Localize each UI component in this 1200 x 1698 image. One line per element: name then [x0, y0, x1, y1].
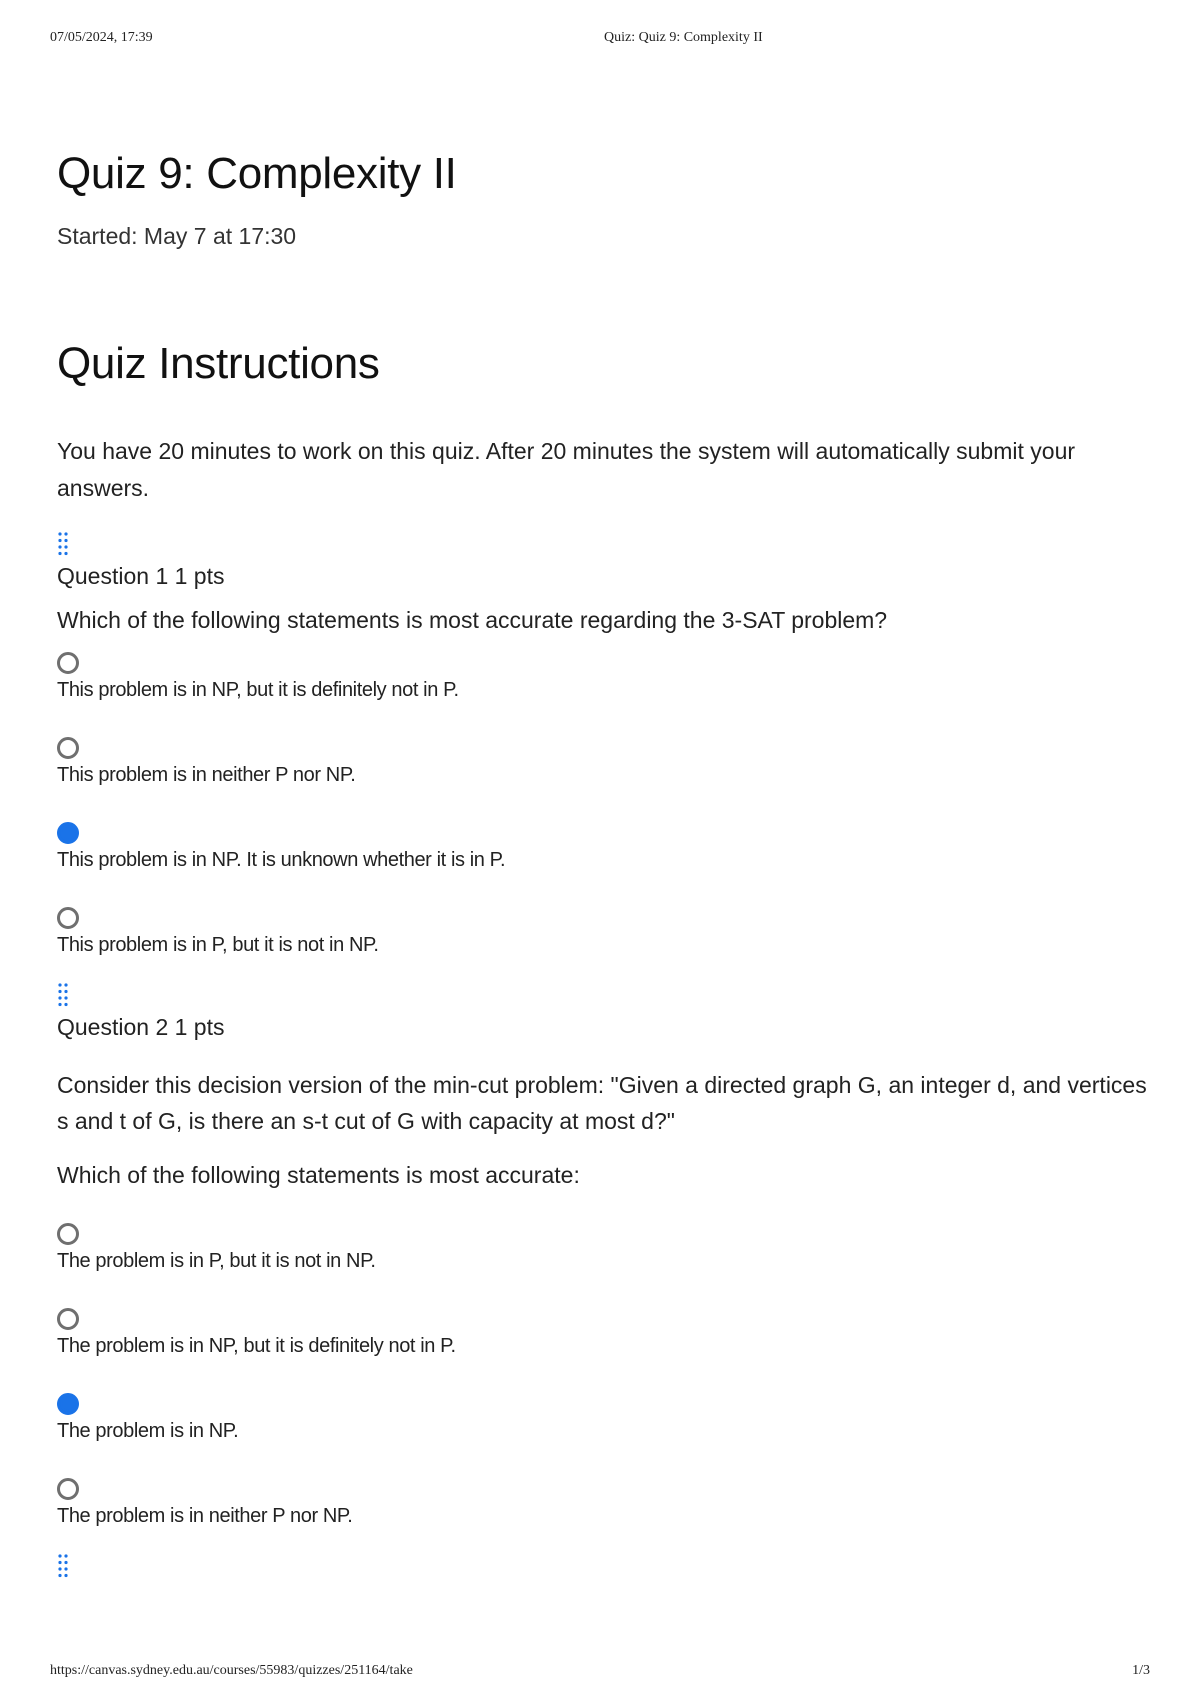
radio-button-icon[interactable] — [57, 907, 79, 929]
answer-label[interactable]: This problem is in neither P nor NP. — [57, 763, 356, 786]
question-text: Consider this decision version of the min-cut problem: "Given a directed graph G, an integer d, and vertices s and t of G, is there an s-t cut of G with capacity at most d?" — [57, 1071, 1147, 1134]
quiz-started-time: Started: May 7 at 17:30 — [57, 222, 297, 249]
print-header — [50, 30, 1150, 50]
radio-button-icon[interactable] — [57, 1308, 79, 1330]
radio-button-icon[interactable] — [57, 1223, 79, 1245]
answer-option[interactable] — [57, 901, 1147, 986]
page-title: Quiz 9: Complexity II — [57, 149, 457, 198]
question-header: Question 2 1 pts — [57, 1013, 225, 1040]
answer-option[interactable] — [57, 731, 1147, 816]
radio-button-icon[interactable] — [57, 652, 79, 674]
question-text: Which of the following statements is most accurate regarding the 3-SAT problem? — [57, 606, 888, 633]
answer-label[interactable]: The problem is in NP. — [57, 1419, 239, 1442]
question-1 — [57, 531, 1147, 986]
print-url: https://canvas.sydney.edu.au/courses/55983/quizzes/251164/take — [50, 1663, 413, 1678]
answer-option[interactable] — [57, 1387, 1147, 1472]
answer-label[interactable]: The problem is in neither P nor NP. — [57, 1504, 353, 1527]
answer-list — [57, 646, 1147, 986]
quiz-instructions-text: You have 20 minutes to work on this quiz. After 20 minutes the system will automatically submit your answers. — [57, 437, 1076, 501]
print-page-number: 1/3 — [1132, 1663, 1150, 1678]
print-datetime: 07/05/2024, 17:39 — [50, 30, 153, 45]
answer-list — [57, 1217, 1147, 1557]
radio-button-icon[interactable] — [57, 1393, 79, 1415]
answer-label[interactable]: This problem is in NP, but it is definitely not in P. — [57, 678, 459, 701]
answer-option[interactable] — [57, 1217, 1147, 1302]
radio-button-icon[interactable] — [57, 1478, 79, 1500]
question-header: Question 1 1 pts — [57, 562, 225, 589]
quiz-instructions-heading: Quiz Instructions — [57, 338, 380, 388]
print-footer — [50, 1663, 1150, 1683]
answer-label[interactable]: The problem is in P, but it is not in NP. — [57, 1249, 376, 1272]
answer-option[interactable] — [57, 816, 1147, 901]
answer-label[interactable]: This problem is in P, but it is not in NP. — [57, 933, 379, 956]
radio-button-icon[interactable] — [57, 737, 79, 759]
answer-label[interactable]: The problem is in NP, but it is definitely not in P. — [57, 1334, 456, 1357]
answer-option[interactable] — [57, 1472, 1147, 1557]
drag-handle-icon[interactable] — [57, 531, 79, 557]
print-page-title: Quiz: Quiz 9: Complexity II — [604, 30, 763, 45]
question-subtext: Which of the following statements is most accurate: — [57, 1161, 580, 1188]
answer-label[interactable]: This problem is in NP. It is unknown whether it is in P. — [57, 848, 506, 871]
answer-option[interactable] — [57, 1302, 1147, 1387]
answer-option[interactable] — [57, 646, 1147, 731]
quiz-content — [57, 148, 1147, 1579]
radio-button-icon[interactable] — [57, 822, 79, 844]
question-2 — [57, 982, 1147, 1579]
